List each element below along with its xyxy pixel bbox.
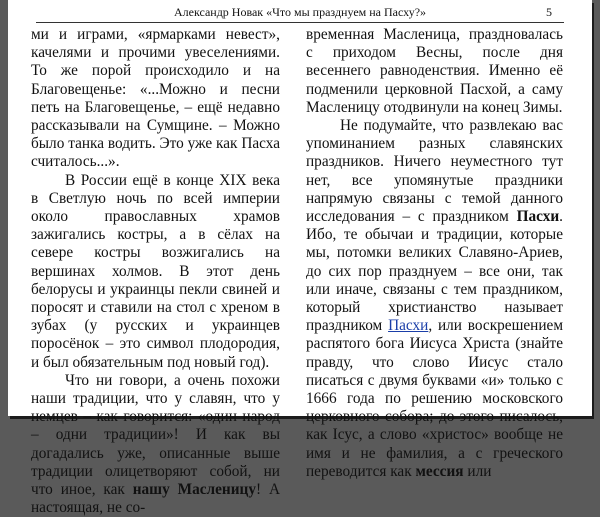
- document-page: [8, 0, 592, 517]
- text-run: Не подумайте, что развлекаю вас упоминанием разных славянских праздников. Ничего неуместного тут нет, все упомянутые праздники напрямую связаны с темой данного исследования – с праздником: [306, 117, 563, 226]
- bold-term: нашу Масленицу: [132, 481, 256, 499]
- pascha-link[interactable]: Пасхи: [388, 317, 429, 335]
- page-header: [8, 5, 592, 21]
- paragraph: В России ещё в конце XIX века в Светлую ночь по всей империи около православных храмов зажигались костры, а в сёлах на севере костры возжигались на вершинах холмов. В этот день белорусы и украинцы пекли свиней и поросят и ставили на стол с хреном в зубах (у русских и украинцев поросёнок – это символ плодородия, и был обязательным под новый год).: [31, 171, 280, 371]
- left-column: [31, 26, 280, 517]
- paragraph: ми и играми, «ярмарками невест», качелями и прочими увеселениями. То же порой происходило и на Благовещенье: «...Можно и песни петь на Благовещенье, – ещё недавно рассказывали на Сумщине. – Можно было танка водить. Это уже как Пасха считалось...».: [31, 26, 280, 171]
- bold-term: Пасхи: [516, 208, 560, 226]
- text-run: или: [463, 462, 492, 480]
- running-title: Александр Новак «Что мы празднуем на Пасху?»: [173, 5, 427, 19]
- right-column: [306, 26, 563, 481]
- page-number: 5: [546, 5, 552, 19]
- paragraph: временная Масленица, праздновалась с приходом Весны, после дня весеннего равноденствия. Именно её подменили церковной Пасхой, а саму Масленицу отодвинули на конец Зимы.: [306, 26, 563, 116]
- paragraph: [31, 372, 280, 517]
- text-run: , или воскрешением распятого бога Иисуса Христа (знайте правду, что слово Иисус стало писаться с двумя буквами «и» только с 1666 года по решению московского церковного собора; до этого писалось, как Ісус, а слово «христос» вообще не имя и не фамилия, а с греческого переводится как: [306, 317, 564, 480]
- bold-term: мессия: [415, 462, 464, 480]
- header-rule: [36, 22, 564, 23]
- paragraph: [306, 117, 563, 481]
- text-run: Что ни говори, а очень похожи наши традиции, что у славян, что у немцев – как говорится: «один народ – одни традиции»! И как вы догадались уже, описанные выше традиции олицетворяют собой, ни что иное, как: [31, 371, 280, 499]
- text-run: . Ибо, те обычаи и традиции, которые мы, потомки великих Славяно-Ариев, до сих пор празднуем – все они, так или иначе, связаны с тем праздником, который христианство называет праздником: [306, 208, 563, 335]
- text-run: ! А настоящая, не со-: [31, 481, 280, 517]
